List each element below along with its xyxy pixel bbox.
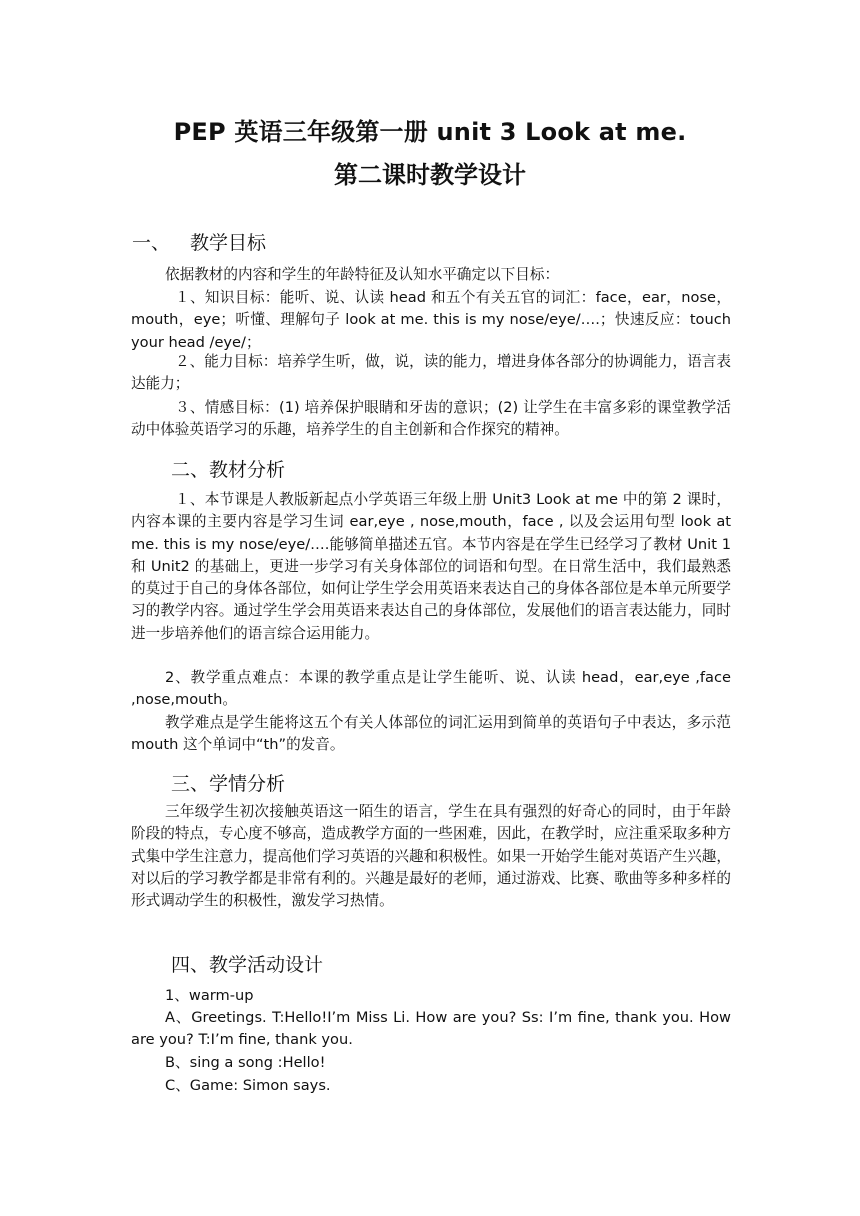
activity-song: B、sing a song :Hello! [165,1054,326,1071]
section-heading-activity-design: 四、教学活动设计 [171,954,324,976]
activity-game: C、Game: Simon says. [165,1077,331,1094]
objective-knowledge: １、知识目标：能听、说、认读 head 和五个有关五官的词汇：face，ear，nose，mouth，eye；听懂、理解句子 look at me. this is my nose/eye/….；快速反应：touch your head /eye/； [131,289,731,351]
objective-emotion: ３、情感目标：(1) 培养保护眼睛和牙齿的意识；(2) 让学生在丰富多彩的课堂教学活动中体验英语学习的乐趣，培养学生的自主创新和合作探究的精神。 [131,399,731,439]
section-number: 一、 [132,232,171,254]
document-subtitle: 第二课时教学设计 [334,161,526,189]
section-heading-material-analysis: 二、教材分析 [171,459,286,481]
section-heading-learner-analysis: 三、学情分析 [171,773,286,795]
section-heading-objectives [132,228,266,255]
objectives-intro: 依据教材的内容和学生的年龄特征及认知水平确定以下目标： [165,266,560,283]
material-analysis-paragraph: １、本节课是人教版新起点小学英语三年级上册 Unit3 Look at me 中的第 2 课时，内容本课的主要内容是学习生词 ear,eye , nose,mouth，face , 以及会运用句型 look at me. this is my nose/eye/….能够简单描述五官。本节内容是在学生已经学习了教材 Unit 1 和 Unit2 的基础上，更进一步学习有关身体部位的词语和句型。在日常生活中，我们最熟悉的莫过于自己的身体各部位，如何让学生学会用英语来表达自己的身体各部位是本单元所要学习的教学内容。通过学生学会用英语来表达自己的身体部位，发展他们的语言表达能力，同时进一步培养他们的语言综合运用能力。 [131,491,731,642]
document-title: PEP 英语三年级第一册 unit 3 Look at me. [173,118,687,146]
activity-greetings: A、Greetings. T:Hello!I’m Miss Li. How are you? Ss: I’m fine, thank you. How are you? T:I’m fine, thank you. [131,1009,731,1049]
activity-step-warmup: 1、warm-up [165,987,254,1004]
teaching-key-points: 2、教学重点难点：本课的教学重点是让学生能听、说、认读 head，ear,eye ,face ,nose,mouth。 [131,669,731,709]
section-title: 教学目标 [190,232,267,254]
learner-analysis-paragraph: 三年级学生初次接触英语这一陌生的语言，学生在具有强烈的好奇心的同时，由于年龄阶段的特点，专心度不够高，造成教学方面的一些困难，因此，在教学时，应注重采取多种方式集中学生注意力，提高他们学习英语的兴趣和积极性。如果一开始学生能对英语产生兴趣，对以后的学习教学都是非常有利的。兴趣是最好的老师，通过游戏、比赛、歌曲等多种多样的形式调动学生的积极性，激发学习热情。 [131,803,731,910]
teaching-difficulties: 教学难点是学生能将这五个有关人体部位的词汇运用到简单的英语句子中表达，多示范 mouth 这个单词中“th”的发音。 [131,714,731,754]
objective-ability: ２、能力目标：培养学生听，做，说，读的能力，增进身体各部分的协调能力，语言表达能力； [131,353,731,393]
